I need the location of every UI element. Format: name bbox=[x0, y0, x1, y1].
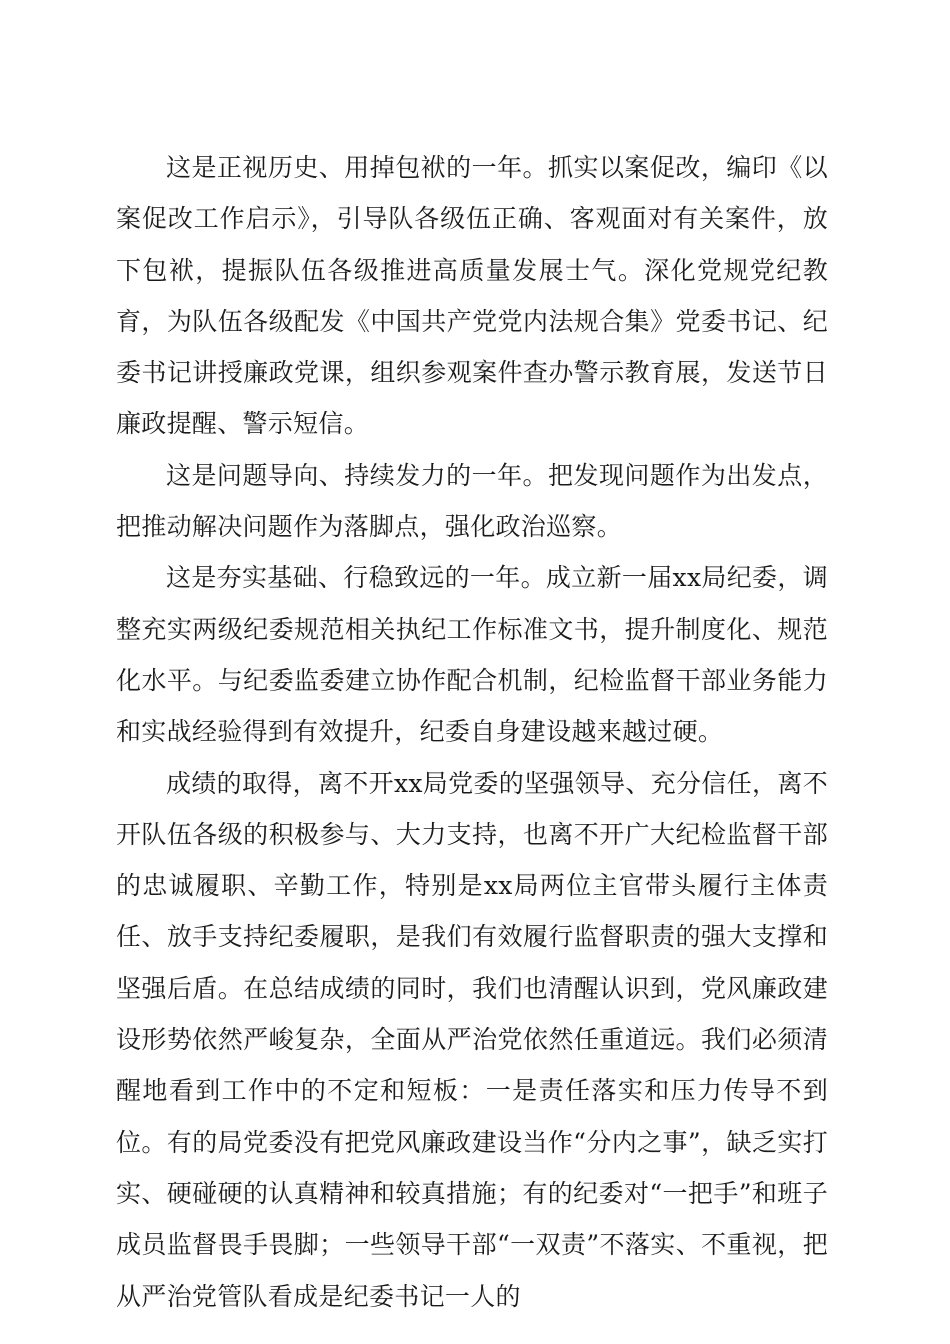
paragraph-problem-oriented: 这是问题导向、持续发力的一年。把发现问题作为出发点，把推动解决问题作为落脚点，强化政治巡察。 bbox=[116, 460, 828, 542]
paragraph-achievements-shortcomings: 成绩的取得，离不开xx局党委的坚强领导、充分信任，离不开队伍各级的积极参与、大力支持，也离不开广大纪检监督干部的忠诚履职、辛勤工作，特别是xx局两位主官带头履行主体责任、放手支持纪委履职，是我们有效履行监督职责的强大支撑和坚强后盾。在总结成绩的同时，我们也清醒认识到，党风廉政建设形势依然严峻复杂，全面从严治党依然任重道远。我们必须清醒地看到工作中的不定和短板：一是责任落实和压力传导不到位。有的局党委没有把党风廉政建设当作“分内之事”，缺乏实打实、硬碰硬的认真精神和较真措施；有的纪委对“一把手”和班子成员监督畏手畏脚；一些领导干部“一双责”不落实、不重视，把从严治党管队看成是纪委书记一人的 bbox=[116, 768, 828, 1311]
document-body bbox=[116, 142, 828, 1322]
paragraph-solid-foundation: 这是夯实基础、行稳致远的一年。成立新一届xx局纪委，调整充实两级纪委规范相关执纪工作标准文书，提升制度化、规范化水平。与纪委监委建立协作配合机制，纪检监督干部业务能力和实战经验得到有效提升，纪委自身建设越来越过硬。 bbox=[116, 563, 828, 747]
paragraph-review-history: 这是正视历史、用掉包袱的一年。抓实以案促改，编印《以案促改工作启示》，引导队各级伍正确、客观面对有关案件，放下包袱，提振队伍各级推进高质量发展士气。深化党规党纪教育，为队伍各级配发《中国共产党党内法规合集》党委书记、纪委书记讲授廉政党课，组织参观案件查办警示教育展，发送节日廉政提醒、警示短信。 bbox=[116, 153, 828, 439]
